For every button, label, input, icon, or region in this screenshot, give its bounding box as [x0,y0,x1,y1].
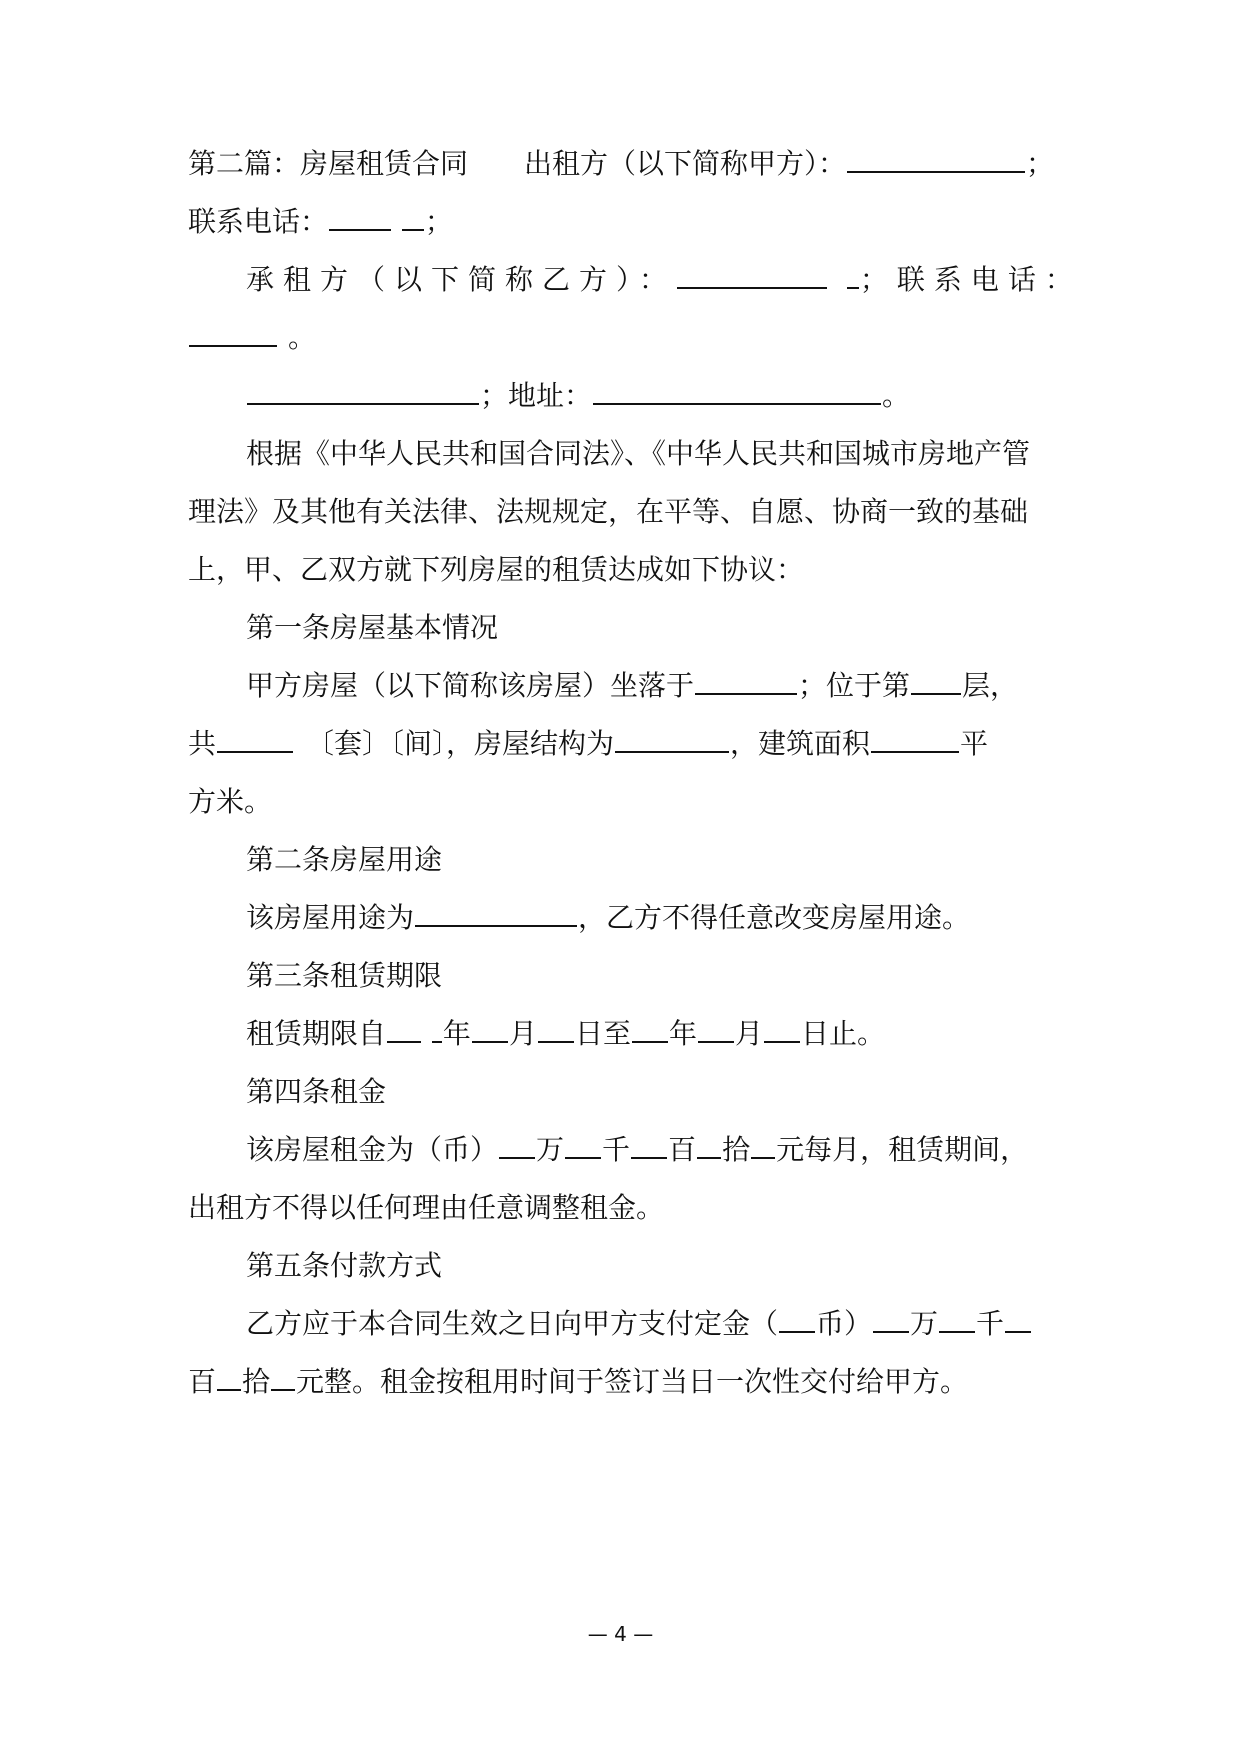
usage-line [246,898,1088,938]
lessor-blank [847,149,1025,173]
address-label: ；地址： [480,379,593,412]
text: 百 [188,1365,217,1398]
floor-blank [911,671,961,695]
location-blank [695,671,797,695]
year-blank-2 [432,1019,442,1043]
text: 万 [536,1133,565,1166]
rent-bai-blank [631,1135,667,1159]
lessee-phone-line [188,318,1088,358]
text: 千 [602,1133,631,1166]
property-location-line [246,666,1088,706]
punct: 。 [882,379,911,412]
lessee-blank-2 [847,265,859,289]
text: 年 [442,1017,471,1050]
text: 日至 [574,1017,631,1050]
month-blank [472,1019,508,1043]
text: 年 [668,1017,697,1050]
phone-blank-2 [402,207,424,231]
text: 层， [962,669,1019,702]
text: 月 [734,1017,763,1050]
address-blank [593,381,881,405]
article-heading: 第三条租赁期限 [246,959,443,992]
end-day-blank [764,1019,800,1043]
section-title: 第二篇：房屋租赁合同 [188,147,469,180]
text: 平 [960,727,989,760]
end-year-blank [632,1019,668,1043]
text: 租赁期限自 [246,1017,387,1050]
text: 该房屋用途为 [246,901,415,934]
rent-qian-blank [565,1135,601,1159]
text: 该房屋租金为（币） [246,1133,499,1166]
article-heading: 第四条租金 [246,1075,387,1108]
deposit-wan-blank [873,1309,909,1333]
text: 拾 [242,1365,271,1398]
deposit-qian-blank [939,1309,975,1333]
text: 甲方房屋（以下简称该房屋）坐落于 [246,669,695,702]
property-structure-line [188,724,1088,764]
year-blank [387,1019,421,1043]
deposit-line [246,1304,1088,1344]
deposit-bai-blank [1005,1309,1031,1333]
deposit-shi-blank [217,1367,241,1391]
text: ，乙方不得任意改变房屋用途。 [578,901,971,934]
article-heading: 第二条房屋用途 [246,843,443,876]
text: 共 [188,727,217,760]
text: 百 [668,1133,697,1166]
lessor-label: 出租方（以下简称甲方）： [524,147,847,180]
text: 元整。租金按租用时间于签订当日一次性交付给甲方。 [296,1365,969,1398]
article-heading: 第一条房屋基本情况 [246,611,499,644]
phone-blank [329,207,391,231]
text: 币） [816,1307,873,1340]
day-blank [538,1019,574,1043]
contract-heading-line [188,144,1088,184]
text: ，建筑面积 [730,727,871,760]
rent-wan-blank [499,1135,535,1159]
rent-line [246,1130,1088,1170]
lessee-line [246,260,1088,300]
lessor-phone-line [188,202,1088,242]
text: 拾 [722,1133,751,1166]
paragraph-line: 上，甲、乙双方就下列房屋的租赁达成如下协议： [188,553,805,586]
address-line [246,376,1088,416]
text: 千 [976,1307,1005,1340]
term-line [246,1014,1088,1054]
paragraph-line: 方米。 [188,785,273,818]
id-blank [247,381,479,405]
usage-blank [415,903,577,927]
text: ；位于第 [798,669,911,702]
text: 月 [508,1017,537,1050]
lessee-label: 承租方（以下简称乙方）： [246,263,677,296]
phone-label: 联系电话： [188,205,329,238]
currency-blank [779,1309,815,1333]
punct: 。 [288,321,317,354]
paragraph-line: 理法》及其他有关法律、法规规定，在平等、自愿、协商一致的基础 [188,495,1029,528]
text: 乙方应于本合同生效之日向甲方支付定金（ [246,1307,779,1340]
area-blank [871,729,959,753]
text: 日止。 [801,1017,886,1050]
text: 元每月，租赁期间， [776,1133,1029,1166]
end-month-blank [698,1019,734,1043]
text: 〔套〕〔间〕，房屋结构为 [306,727,615,760]
lessee-blank [677,265,827,289]
structure-blank [615,729,729,753]
rent-yuan-blank [751,1135,775,1159]
article-heading: 第五条付款方式 [246,1249,443,1282]
text: 万 [910,1307,939,1340]
lessee-phone-blank [189,323,277,347]
paragraph-line: 根据《中华人民共和国合同法》、《中华人民共和国城市房地产管 [246,437,1031,470]
lessee-phone-label: ；联系电话： [859,263,1082,296]
deposit-line-2 [188,1362,1088,1402]
rent-shi-blank [697,1135,721,1159]
units-blank [217,729,293,753]
punct: ； [424,205,453,238]
page-number: — 4 — [587,1622,654,1646]
punct: ； [1026,147,1055,180]
deposit-yuan-blank [271,1367,295,1391]
paragraph-line: 出租方不得以任何理由任意调整租金。 [188,1191,665,1224]
